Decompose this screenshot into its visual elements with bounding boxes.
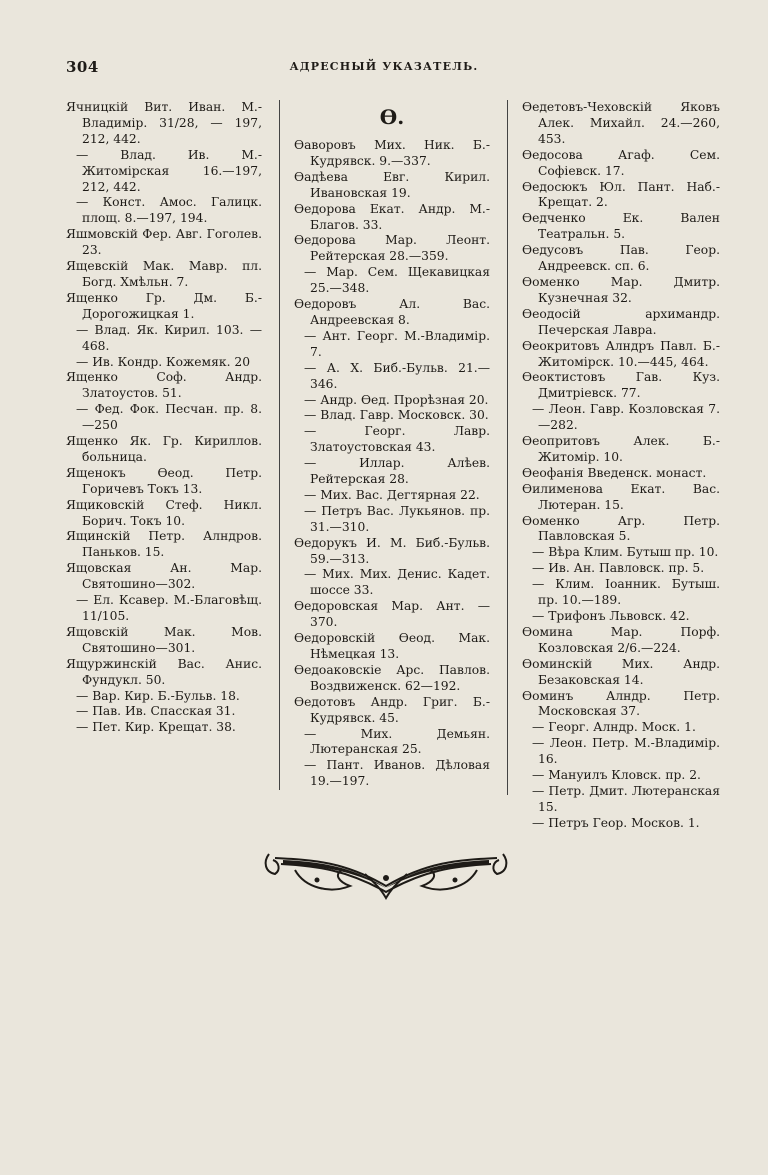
directory-entry: Ѳоменко Агр. Петр. Павловская 5. xyxy=(522,513,720,544)
directory-entry: Ящовскій Мак. Мов. Святошино—301. xyxy=(66,624,262,655)
page-number: 304 xyxy=(66,58,99,76)
directory-entry: Ѳедосова Агаф. Сем. Софіевск. 17. xyxy=(522,147,720,178)
directory-entry: — Влад. Як. Кирил. 103. —468. xyxy=(76,322,262,353)
directory-entry: — Петр. Дмит. Лютеранская 15. xyxy=(532,783,720,814)
directory-entry: — Влад. Ив. М.-Житомірская 16.—197, 212, 442. xyxy=(76,147,262,194)
directory-entry: — Вар. Кир. Б.-Бульв. 18. xyxy=(76,688,240,703)
column-2 xyxy=(294,100,490,790)
directory-entry: — А. Х. Биб.-Бульв. 21.—346. xyxy=(304,360,490,391)
directory-entry: — Ант. Георг. М.-Владимір. 7. xyxy=(304,328,490,359)
directory-entry: Ѳедетовъ-Чеховскій Яковъ Алек. Михайл. 24.—260, 453. xyxy=(522,100,720,146)
directory-entry: Яшмовскій Фер. Авг. Гоголев. 23. xyxy=(66,227,262,258)
directory-entry: — Фед. Фок. Песчан. пр. 8.—250 xyxy=(76,402,262,433)
directory-entry: Ѳеофанія Введенск. монаст. xyxy=(522,465,707,480)
directory-entry: — Пет. Кир. Крещат. 38. xyxy=(76,720,236,735)
directory-entry: — Влад. Гавр. Московск. 30. xyxy=(304,408,489,423)
directory-entry: — Иллар. Алѣев. Рейтерская 28. xyxy=(304,456,490,487)
directory-entry: — Клим. Іоанник. Бутыш. пр. 10.—189. xyxy=(532,577,720,608)
page-title: АДРЕСНЫЙ УКАЗАТЕЛЬ. xyxy=(289,60,479,73)
column-2-entries xyxy=(294,138,490,790)
directory-entry: — Ив. Ан. Павловск. пр. 5. xyxy=(532,561,705,576)
directory-entry: — Трифонъ Львовск. 42. xyxy=(532,609,690,623)
directory-entry: — Андр. Ѳед. Прорѣзная 20. xyxy=(304,392,489,407)
directory-entry: — Петръ Геор. Москов. 1. xyxy=(532,815,700,830)
directory-entry: Ѳедусовъ Пав. Геор. Андреевск. сп. 6. xyxy=(522,243,720,274)
directory-entry: Ѳедоровская Мар. Ант. — 370. xyxy=(294,599,490,630)
directory-entry: Ѳедоаковскіе Арс. Павлов. Воздвиженск. 62—192. xyxy=(294,662,490,693)
directory-entry: Ящиковскій Стеф. Никл. Борич. Токъ 10. xyxy=(66,497,262,528)
directory-entry: — Вѣра Клим. Бутыш пр. 10. xyxy=(532,545,719,560)
column-1 xyxy=(66,100,262,736)
directory-entry: Ѳедорова Екат. Андр. М.-Благов. 33. xyxy=(294,201,490,232)
directory-entry: — Леон. Гавр. Козловская 7.—282. xyxy=(532,402,720,433)
directory-entry: Ѳедорова Мар. Леонт. Рейтерская 28.—359. xyxy=(294,233,490,264)
directory-entry: Ѳедченко Ек. Вален Театральн. 5. xyxy=(522,211,720,242)
directory-entry: Ѳоминскій Мих. Андр. Безаковская 14. xyxy=(522,656,720,687)
directory-entry: Ѳедорукъ И. М. Биб.-Бульв. 59.—313. xyxy=(294,535,490,566)
ornament-tailpiece xyxy=(255,848,517,904)
directory-entry: Ѳаворовъ Мих. Ник. Б.-Кудрявск. 9.—337. xyxy=(294,138,490,168)
directory-entry: — Леон. Петр. М.-Владимір. 16. xyxy=(532,736,720,767)
directory-entry: Ѳеоктистовъ Гав. Куз. Дмитріевск. 77. xyxy=(522,370,720,401)
directory-entry: Ященко Соф. Андр. Златоустов. 51. xyxy=(66,370,262,401)
directory-entry: — Мих. Мих. Денис. Кадет. шоссе 33. xyxy=(304,567,490,598)
directory-entry: Ященко Як. Гр. Кириллов. больница. xyxy=(66,434,262,464)
directory-entry: Ѳеопритовъ Алек. Б.-Житомір. 10. xyxy=(522,434,720,464)
directory-entry: Ящуржинскій Вас. Анис. Фундукл. 50. xyxy=(66,656,262,687)
directory-entry: — Георг. Алндр. Моск. 1. xyxy=(532,720,696,735)
directory-entry: — Мар. Сем. Щекавицкая 25.—348. xyxy=(304,265,490,296)
directory-entry: Ѳоминъ Алндр. Петр. Московская 37. xyxy=(522,688,720,719)
directory-entry: — Пав. Ив. Спасская 31. xyxy=(76,704,236,719)
directory-entry: — Конст. Амос. Галицк. площ. 8.—197, 194. xyxy=(76,195,262,226)
directory-entry: — Ел. Ксавер. М.-Благовѣщ. 11/105. xyxy=(76,593,262,623)
directory-entry: Ѳеодосій архимандр. Печерская Лавра. xyxy=(522,306,720,337)
directory-entry: — Мих. Вас. Дегтярная 22. xyxy=(304,487,480,502)
directory-entry: Ѳедоровскій Ѳеод. Мак. Нѣмецкая 13. xyxy=(294,631,490,661)
column-divider-1 xyxy=(279,100,280,790)
directory-entry: — Ив. Кондр. Кожемяк. 20 xyxy=(76,354,251,369)
directory-entry: — Георг. Лавр. Златоустовская 43. xyxy=(304,424,490,455)
directory-entry: — Мих. Демьян. Лютеранская 25. xyxy=(304,726,490,757)
directory-entry: Ѳоменко Мар. Дмитр. Кузнечная 32. xyxy=(522,274,720,305)
directory-entry: Ящовская Ан. Мар. Святошино—302. xyxy=(66,561,262,592)
directory-entry: Ящевскій Мак. Мавр. пл. Богд. Хмѣльн. 7. xyxy=(66,259,262,289)
directory-entry: Ѳедоровъ Ал. Вас. Андреевская 8. xyxy=(294,297,490,327)
directory-entry: Ѳомина Мар. Порф. Козловская 2/6.—224. xyxy=(522,624,720,655)
directory-entry: Ѳедотовъ Андр. Григ. Б.-Кудрявск. 45. xyxy=(294,694,490,725)
directory-entry: Ященокъ Ѳеод. Петр. Горичевъ Токъ 13. xyxy=(66,465,262,496)
column-divider-2 xyxy=(507,100,508,795)
directory-entry: Ячницкій Вит. Иван. М.-Владимір. 31/28, — 197, 212, 442. xyxy=(66,100,262,146)
directory-entry: — Пант. Иванов. Дѣловая 19.—197. xyxy=(304,758,490,789)
section-letter: Ѳ. xyxy=(379,105,405,129)
directory-entry: Ященко Гр. Дм. Б.-Дорогожицкая 1. xyxy=(66,290,262,321)
column-3 xyxy=(522,100,720,832)
directory-entry: Ѳилименова Екат. Вас. Лютеран. 15. xyxy=(522,481,720,512)
directory-entry: Ѳеокритовъ Алндръ Павл. Б.-Житомірск. 10.—445, 464. xyxy=(522,338,720,369)
directory-entry: — Мануилъ Кловск. пр. 2. xyxy=(532,768,701,783)
directory-entry: Ѳедосюкъ Юл. Пант. Наб.-Крещат. 2. xyxy=(522,179,720,210)
directory-entry: — Петръ Вас. Лукьянов. пр. 31.—310. xyxy=(304,503,490,534)
directory-entry: Ѳадѣева Евг. Кирил. Ивановская 19. xyxy=(294,169,490,200)
directory-entry: Ящинскій Петр. Алндров. Паньков. 15. xyxy=(66,529,262,560)
